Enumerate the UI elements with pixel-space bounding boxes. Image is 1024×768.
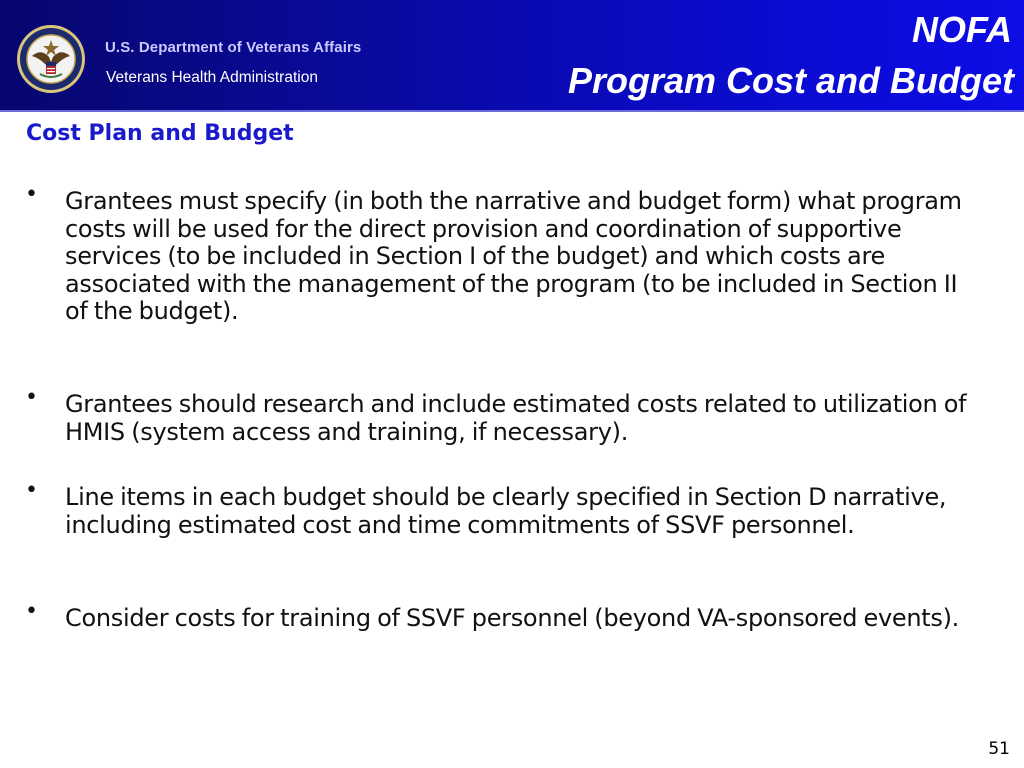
section-heading: Cost Plan and Budget — [26, 121, 294, 146]
bullet-text: Line items in each budget should be clearly specified in Section D narrative, including estimated cost and time commitments of SSVF personnel. — [65, 483, 947, 539]
bullet-dot-icon: • — [25, 182, 38, 207]
page-number: 51 — [988, 739, 1010, 759]
bullet-dot-icon: • — [25, 599, 38, 624]
administration-name: Veterans Health Administration — [106, 69, 318, 86]
slide-title-line2: Program Cost and Budget — [567, 60, 1014, 101]
bullet-text: Grantees must specify (in both the narrative and budget form) what program costs will be used for the direct provision and coordination of supportive services (to be included in Section I of the budget) and which costs are associated with the management of the program (to be included in Section II of the budget). — [65, 187, 962, 325]
slide-title-line1: NOFA — [911, 9, 1012, 50]
bullet-text: Consider costs for training of SSVF personnel (beyond VA-sponsored events). — [65, 604, 960, 632]
bullet-text: Grantees should research and include estimated costs related to utilization of HMIS (system access and training, if necessary). — [65, 390, 967, 446]
bullet-dot-icon: • — [25, 385, 38, 410]
agency-name: U.S. Department of Veterans Affairs — [105, 39, 362, 56]
bullet-dot-icon: • — [25, 478, 38, 503]
